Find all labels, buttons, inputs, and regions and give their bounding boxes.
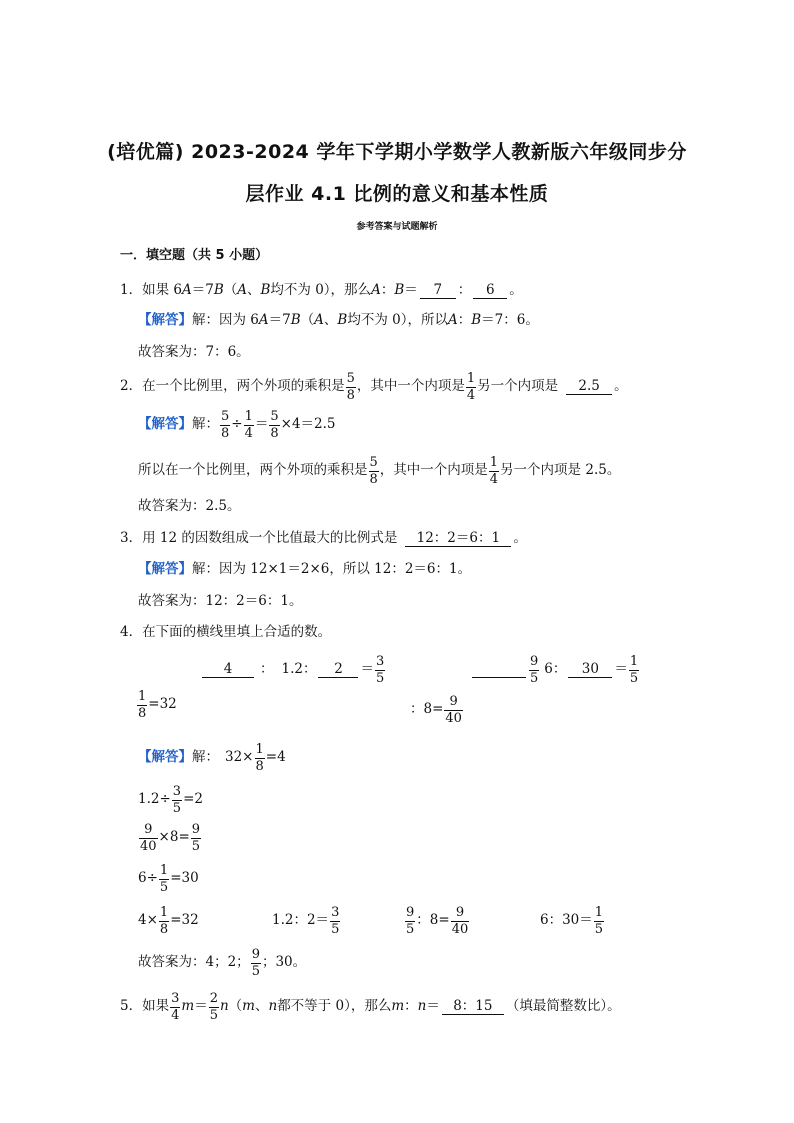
numerator: 9 [191,822,201,837]
var-B: B [213,282,224,299]
q3-solution-text: 解：因为 12×1＝2×6，所以 12：2＝6：1。 [192,561,472,577]
q3-stem [120,531,527,547]
fraction-3-5 [172,785,182,815]
q3-answer-blank: 12：2＝6：1 [405,531,511,547]
var-B: B [337,312,348,328]
document-subtitle: 参考答案与试题解析 [356,222,438,232]
fraction-5-8 [369,456,379,486]
numerator: 1 [629,654,639,669]
q5-text: ＝ [426,998,440,1015]
numerator: 3 [171,991,180,1006]
denominator: 4 [244,425,253,441]
var-A: A [181,282,192,299]
q2-text: 另一个内项是 2.5。 [500,462,621,479]
fraction-9-5 [405,906,415,936]
q1-solution-text: 均不为 0），所以 [347,312,448,328]
q4-problem-a [200,655,386,685]
numerator: 1 [489,455,499,470]
q1-solution-text: ： [457,312,472,328]
q3-solution [138,563,471,577]
q4-problem-c [136,690,177,720]
numerator: 5 [270,409,279,424]
q4-text: ： [260,661,274,678]
fraction-3-4 [170,992,180,1022]
q4-stem: 4．在下面的横线里填上合适的数。 [120,624,332,640]
q2-answer-blank: 2.5 [566,379,612,395]
q5-text: （ [228,998,243,1015]
q4-answer [138,948,306,978]
q4-solution-line-1 [138,743,286,773]
numerator: 9 [455,905,465,920]
q2-solution-text: ×4＝2.5 [280,416,336,433]
q4-answer-blank-c: 30 [568,662,612,678]
solution-tag: 【解答】 [138,749,192,766]
numerator: 3 [375,654,385,669]
var-n: n [417,998,427,1015]
denominator: 5 [406,921,415,937]
q1-text: 、 [247,282,261,299]
q2-solution-text: 解： [192,416,219,433]
q1-text: 。 [509,282,523,299]
q4-solution-text: =30 [170,870,199,887]
q4-answer-blank-a: 4 [202,662,254,678]
q2-text: 另一个内项是 [477,378,559,395]
q5-text: 5．如果 [120,998,170,1015]
q4-result-1 [138,906,199,936]
q4-answer-text: 故答案为：4；2； [138,954,250,971]
numerator: 1 [255,742,264,757]
q4-blank-line [472,663,526,678]
denominator: 5 [375,670,385,686]
fraction-3-5 [375,655,385,685]
denominator: 4 [171,1007,180,1023]
q4-text: =32 [148,696,177,713]
q4-solution-text: ×8= [158,829,190,846]
q1-answer: 故答案为：7：6。 [138,344,250,360]
q4-answer-text: ；30。 [261,954,307,971]
q2-answer: 故答案为：2.5。 [138,498,241,514]
q2-explanation [138,456,620,486]
denominator: 5 [251,963,260,979]
numerator: 9 [449,694,458,709]
fraction-5-8 [346,372,356,402]
denominator: 5 [159,879,169,895]
operator: ÷ [231,416,243,433]
fraction-1-8 [159,906,169,936]
q4-solution-text: =2 [183,791,203,808]
var-A: A [314,312,324,328]
denominator: 8 [138,705,147,721]
q4-text: 6： [544,661,567,678]
q5-text: 、 [254,998,269,1015]
q4-solution-text: 1.2：2＝ [272,912,330,929]
denominator: 8 [346,387,355,403]
denominator: 5 [594,921,604,937]
denominator: 8 [255,758,264,774]
q2-text: ，其中一个内项是 [356,378,465,395]
q4-answer-blank-b: 2 [318,662,358,678]
numerator: 1 [466,371,476,386]
q4-solution-line-4 [138,864,199,894]
denominator: 40 [445,710,462,726]
solution-tag: 【解答】 [138,561,192,577]
denominator: 8 [159,921,169,937]
q4-solution-text: =4 [265,749,286,766]
q4-solution-text: ：8= [416,912,450,929]
q4-text: ：8= [410,701,444,718]
fraction-2-5 [209,992,219,1022]
denominator: 5 [191,838,201,854]
q1-solution [138,314,539,328]
q4-solution-line-3 [138,823,202,853]
operator: ＝ [194,998,208,1015]
q1-solution-text: ＝7：6。 [481,312,539,328]
q3-answer: 故答案为：12：2＝6：1。 [138,593,303,609]
fraction-5-8 [220,410,230,440]
q4-result-2 [272,906,341,936]
fraction-1-4 [489,456,499,486]
numerator: 3 [172,784,182,799]
denominator: 40 [451,921,469,937]
numerator: 5 [346,371,355,386]
var-m: m [391,998,405,1015]
denominator: 5 [629,670,639,686]
var-B: B [471,312,482,328]
q4-solution-text: 32× [225,749,254,766]
numerator: 1 [159,863,169,878]
var-n: n [219,998,229,1015]
q5-text: ： [404,998,418,1015]
numerator: 1 [159,905,169,920]
fraction-5-8 [269,410,279,440]
q2-text: 。 [614,378,628,395]
fraction-9-40 [444,695,463,725]
numerator: 9 [144,822,153,837]
document-title-line-1: (培优篇) 2023-2024 学年下学期小学数学人教新版六年级同步分 [107,141,687,163]
q5-text: 都不等于 0），那么 [277,998,392,1015]
fraction-1-5 [629,655,639,685]
q2-stem [120,372,628,402]
q4-solution-text: 6：30＝ [540,912,593,929]
var-m: m [181,998,195,1015]
numerator: 1 [244,409,253,424]
q4-problem-b [470,655,640,685]
q2-text: 2．在一个比例里，两个外项的乘积是 [120,378,345,395]
fraction-9-40 [139,823,158,853]
fraction-9-5 [191,823,201,853]
q1-answer-blank-1: 7 [420,283,456,299]
q1-stem [120,283,523,299]
var-A: A [447,312,458,328]
q1-text: 1．如果 6 [120,282,182,299]
q1-solution-text: ＝7 [268,312,291,328]
var-B: B [394,282,405,299]
fraction-1-4 [244,410,254,440]
q2-text: 所以在一个比例里，两个外项的乘积是 [138,462,368,479]
q4-problem-d [410,695,464,725]
q1-answer-blank-2: 6 [473,283,507,299]
q4-solution-text: 6÷ [138,870,158,887]
var-B: B [260,282,271,299]
q1-solution-text: 解：因为 6 [192,312,259,328]
q1-text: ： [457,282,472,299]
denominator: 8 [369,471,378,487]
fraction-9-40 [451,906,470,936]
fraction-1-8 [137,690,147,720]
denominator: 4 [466,387,476,403]
numerator: 9 [406,905,415,920]
denominator: 5 [172,800,182,816]
numerator: 5 [221,409,230,424]
numerator: 5 [369,455,378,470]
q1-text: ＝ [404,282,418,299]
q1-solution-text: 、 [323,312,338,328]
q5-text: （填最简整数比）。 [505,998,621,1015]
var-A: A [237,282,247,299]
q1-text: ： [380,282,395,299]
q4-result-4 [540,906,605,936]
fraction-1-5 [594,906,604,936]
denominator: 40 [140,838,157,854]
numerator: 3 [331,905,340,920]
q1-text: ＝7 [191,282,214,299]
denominator: 8 [221,425,230,441]
q5-answer-blank: 8：15 [442,999,504,1015]
solution-tag: 【解答】 [138,312,192,328]
q5-stem [120,992,621,1022]
q4-solution-text: 4× [138,912,158,929]
fraction-1-4 [466,372,476,402]
denominator: 4 [489,471,499,487]
fraction-1-8 [255,743,265,773]
solution-tag: 【解答】 [138,416,192,433]
denominator: 5 [530,670,539,686]
numerator: 9 [530,654,539,669]
operator: ＝ [360,661,374,678]
section-heading: 一．填空题（共 5 小题） [120,248,269,263]
q1-text: （ [223,282,238,299]
numerator: 9 [251,947,260,962]
numerator: 2 [209,991,218,1006]
var-A: A [258,312,269,328]
operator: ＝ [614,661,628,678]
denominator: 5 [331,921,340,937]
denominator: 5 [209,1007,218,1023]
q4-solution-text: 1.2÷ [138,791,171,808]
numerator: 1 [138,689,147,704]
q4-solution-line-2 [138,785,203,815]
fraction-9-5 [251,948,261,978]
var-m: m [242,998,255,1015]
q3-text: 。 [513,530,527,547]
q2-solution [138,410,336,440]
q4-text: 1.2： [281,661,317,678]
q3-text: 3．用 12 的因数组成一个比值最大的比例式是 [120,530,398,547]
var-n: n [268,998,278,1015]
numerator: 1 [594,905,604,920]
fraction-3-5 [330,906,340,936]
q2-text: ，其中一个内项是 [379,462,488,479]
denominator: 8 [270,425,279,441]
q4-solution-text: =32 [170,912,199,929]
q1-solution-text: （ [300,312,315,328]
var-B: B [290,312,301,328]
fraction-9-5 [529,655,539,685]
document-title-line-2: 层作业 4.1 比例的意义和基本性质 [245,183,549,205]
operator: ＝ [254,416,269,433]
q4-result-3 [404,906,470,936]
q1-text: 均不为 0），那么 [270,282,372,299]
var-A: A [371,282,381,299]
q4-solution-text: 解： [192,749,219,766]
fraction-1-5 [159,864,169,894]
